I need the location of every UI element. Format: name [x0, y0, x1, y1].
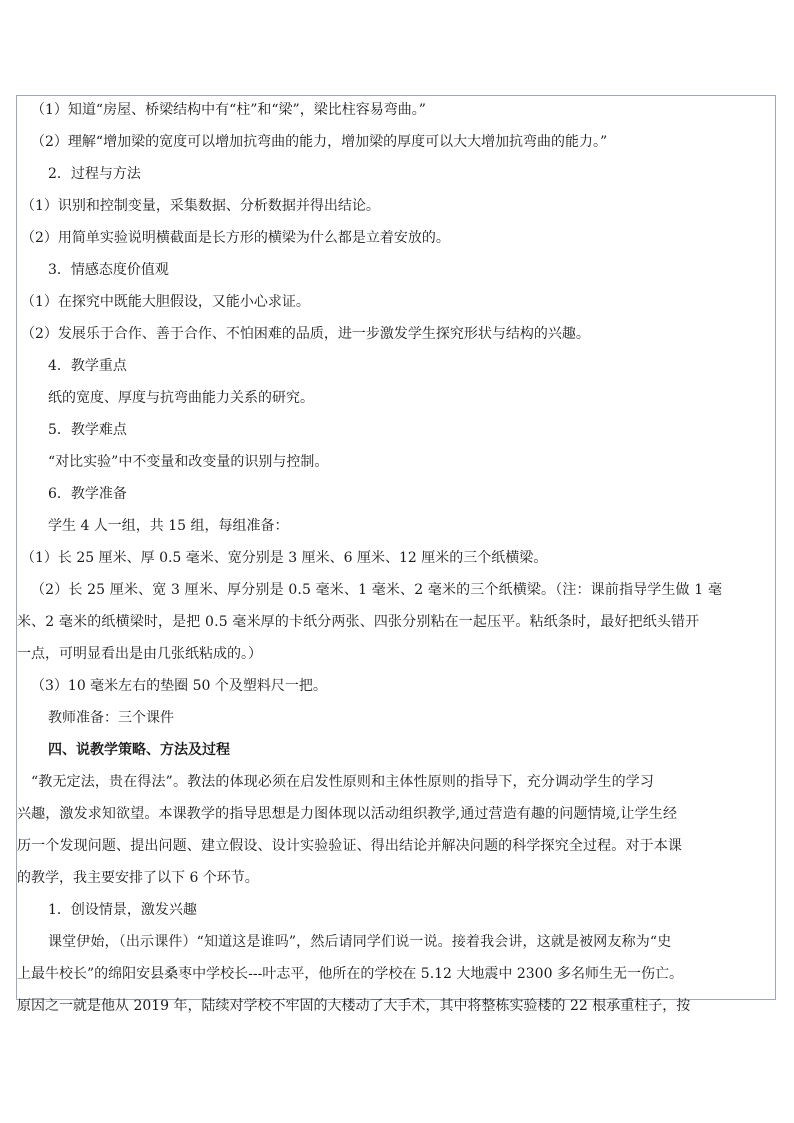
paragraph-line: 课堂伊始，（出示课件）“知道这是谁吗”，然后请同学们说一说。接着我会讲，这就是被网友称为“史	[48, 934, 672, 950]
paragraph-line: 历一个发现问题、提出问题、建立假设、设计实验验证、得出结论并解决问题的科学探究全过程。对于本课	[17, 838, 683, 854]
paragraph-line: 纸的宽度、厚度与抗弯曲能力关系的研究。	[48, 390, 314, 406]
objective-line: （1）知道“房屋、桥梁结构中有“柱”和“梁”，梁比柱容易弯曲。”	[31, 102, 426, 118]
paragraph-line: “教无定法，贵在得法”。教法的体现必须在启发性原则和主体性原则的指导下，充分调动学生的学习	[31, 774, 655, 790]
paragraph-line: 教师准备：三个课件	[48, 710, 174, 726]
chapter-heading: 四、说教学策略、方法及过程	[48, 742, 230, 758]
paragraph-line: 兴趣，激发求知欲望。本课教学的指导思想是力图体现以活动组织教学,通过营造有趣的问题情境,让学生经	[17, 806, 678, 822]
objective-line: （2）发展乐于合作、善于合作、不怕困难的品质，进一步激发学生探究形状与结构的兴趣。	[21, 326, 590, 342]
preparation-item: （1）长 25 厘米、厚 0.5 毫米、宽分别是 3 厘米、6 厘米、12 厘米的三个纸横梁。	[21, 550, 548, 566]
section-heading: 2．过程与方法	[48, 166, 141, 182]
paragraph-line: 米、2 毫米的纸横梁时，是把 0.5 毫米厚的卡纸分两张、四张分别粘在一起压平。粘纸条时，最好把纸头错开	[17, 614, 700, 630]
paragraph-line: 的教学，我主要安排了以下 6 个环节。	[17, 870, 259, 886]
paragraph-line: 学生 4 人一组，共 15 组，每组准备：	[48, 518, 289, 534]
section-heading: 3．情感态度价值观	[48, 262, 169, 278]
document-table-cell	[16, 95, 776, 1014]
objective-line: （1）在探究中既能大胆假设，又能小心求证。	[21, 294, 310, 310]
paragraph-line: 原因之一就是他从 2019 年，陆续对学校不牢固的大楼动了大手术，其中将整栋实验楼的 22 根承重柱子，按	[17, 998, 691, 1014]
objective-line: （2）理解“增加梁的宽度可以增加抗弯曲的能力，增加梁的厚度可以大大增加抗弯曲的能力。”	[31, 134, 608, 150]
section-heading: 6．教学准备	[48, 486, 127, 502]
paragraph-line: “对比实验”中不变量和改变量的识别与控制。	[48, 454, 329, 470]
section-heading: 5．教学难点	[48, 422, 127, 438]
section-heading: 4．教学重点	[48, 358, 127, 374]
section-heading: 1．创设情景，激发兴趣	[48, 902, 197, 918]
objective-line: （2）用简单实验说明横截面是长方形的横梁为什么都是立着安放的。	[21, 230, 450, 246]
preparation-item: （3）10 毫米左右的垫圈 50 个及塑料尺一把。	[31, 678, 327, 694]
objective-line: （1）识别和控制变量，采集数据、分析数据并得出结论。	[21, 198, 380, 214]
paragraph-line: 上最牛校长”的绵阳安县桑枣中学校长---叶志平，他所在的学校在 5.12 大地震中 2300 多名师生无一伤亡。	[17, 966, 683, 982]
paragraph-line: 一点，可明显看出是由几张纸粘成的。）	[17, 646, 262, 662]
preparation-item: （2）长 25 厘米、宽 3 厘米、厚分别是 0.5 毫米、1 毫米、2 毫米的三个纸横梁。（注：课前指导学生做 1 毫	[31, 582, 723, 598]
